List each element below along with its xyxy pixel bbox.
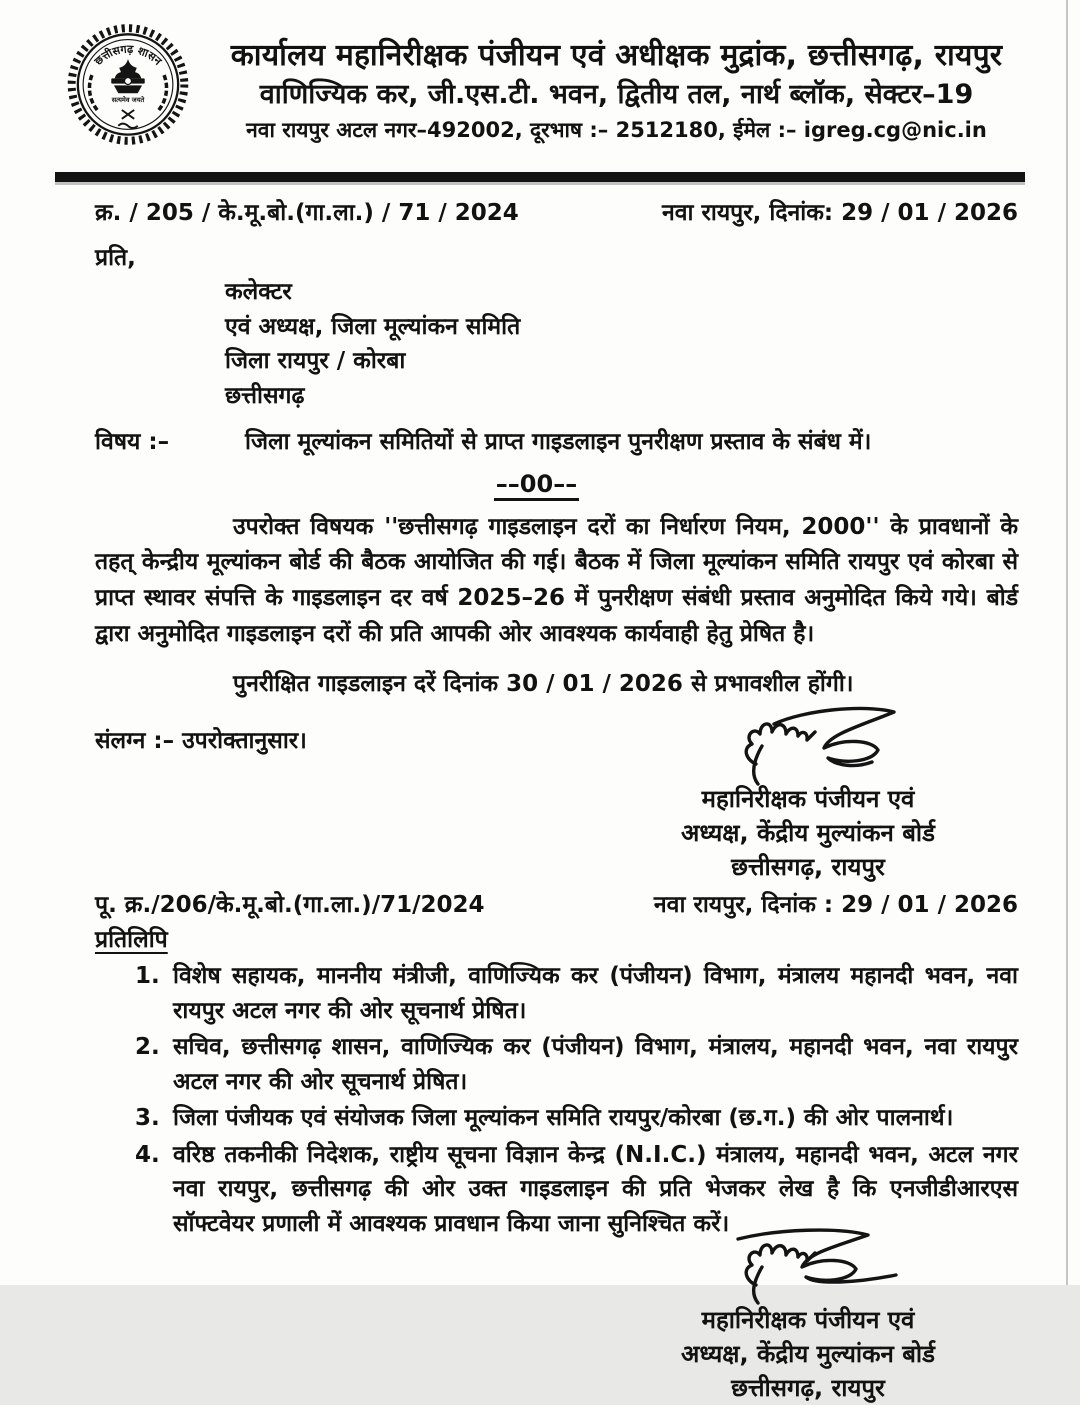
addressee-line: एवं अध्यक्ष, जिला मूल्यांकन समिति [225, 313, 521, 340]
copy-item-text [173, 1030, 1018, 1099]
paragraph-pre: उपरोक्त विषयक [233, 513, 385, 540]
office-address: वाणिज्यिक कर, जी.एस.टी. भवन, द्वितीय तल, नार्थ ब्लॉक, सेक्टर–19 [259, 79, 974, 111]
copy-item-text [173, 1101, 1018, 1136]
effective-date-line [233, 667, 1018, 702]
signatory-place: छत्तीसगढ़, रायपुर [731, 853, 885, 882]
copy-item-text [173, 959, 1018, 1028]
endorsement-row [95, 888, 1018, 923]
reference-row [95, 196, 1018, 231]
office-contact: नवा रायपुर अटल नगर–492002, दूरभाष :– 2512180, ईमेल :– igreg.cg@nic.in [246, 117, 987, 142]
endorsement-number: पू. क्र./206/के.मू.बो.(गा.ला.)/71/2024 [95, 892, 485, 919]
salutation: प्रति, [95, 244, 136, 271]
signature-block [608, 1225, 1008, 1405]
copy-item-text [173, 1138, 1018, 1242]
main-paragraph [95, 510, 1018, 654]
addressee-line: छत्तीसगढ़ [225, 382, 305, 409]
copies-heading: प्रतिलिपि [95, 926, 168, 953]
letterhead-text [208, 36, 1025, 145]
signatory-title: महानिरीक्षक पंजीयन एवं [701, 1306, 915, 1335]
addressee-block [225, 275, 1018, 413]
copy-recipient: जिला पंजीयक [173, 1105, 293, 1132]
copy-detail: राष्ट्रीय सूचना विज्ञान केन्द्र (N.I.C.) मंत्रालय, महानदी भवन, अटल नगर नवा रायपुर, छत्तीसगढ़ की ओर उक्त गाइडलाइन की प्रति भेजकर लेख है कि एनजीडीआरएस सॉफ्टवेयर प्रणाली में आवश्यक प्रावधान किया जाना सुनिश्चित करें। [173, 1141, 1018, 1237]
copy-item [135, 1101, 1018, 1136]
copy-item [135, 1030, 1018, 1099]
copy-detail: एवं संयोजक जिला मूल्यांकन समिति रायपुर/कोरबा (छ.ग.) की ओर पालनार्थ। [292, 1105, 954, 1132]
copy-item-number: 4. [135, 1141, 160, 1168]
separator-text: ––00–– [494, 470, 579, 501]
copy-item-number: 1. [135, 963, 160, 990]
copy-recipient: विशेष सहायक, [173, 963, 306, 990]
effective-post: से प्रभावशील होंगी। [682, 671, 854, 697]
svg-text:सत्यमेव जयते: सत्यमेव जयते [111, 96, 145, 105]
signatory-title: अध्यक्ष, केंद्रीय मुल्यांकन बोर्ड [681, 819, 935, 848]
rule-name-quote: ''छत्तीसगढ़ गाइडलाइन दरों का निर्धारण नियम, 2000'' [384, 513, 880, 540]
copy-recipient: वरिष्ठ तकनीकी निदेशक, [173, 1141, 381, 1168]
signatory-title: अध्यक्ष, केंद्रीय मुल्यांकन बोर्ड [681, 1340, 935, 1369]
copy-item-number: 3. [135, 1105, 160, 1132]
effective-pre: पुनरीक्षित गाइडलाइन दरें [233, 671, 444, 697]
chhattisgarh-state-seal-icon [62, 18, 194, 162]
subject-row [95, 425, 1018, 460]
section-separator [95, 466, 978, 502]
copy-detail: माननीय मंत्रीजी, वाणिज्यिक कर (पंजीयन) विभाग, मंत्रालय महानदी भवन, नवा रायपुर अटल नगर की ओर सूचनार्थ प्रेषित। [173, 963, 1018, 1024]
copy-detail: छत्तीसगढ़ शासन, वाणिज्यिक कर (पंजीयन) विभाग, मंत्रालय, महानदी भवन, नवा रायपुर अटल नगर की ओर सूचनार्थ प्रेषित। [173, 1034, 1018, 1095]
paragraph-post: के प्रावधानों के तहत् केन्द्रीय मूल्यांकन बोर्ड की बैठक आयोजित की गई। बैठक में जिला मूल्यांकन समिति रायपुर एवं कोरबा से प्राप्त स्थावर संपत्ति के गाइडलाइन दर वर्ष 2025–26 में पुनरीक्षण संबंधी प्रस्ताव अनुमोदित किये गये। बोर्ड द्वारा अनुमोदित गाइडलाइन दरों की प्रति आपकी ओर आवश्यक कार्यवाही हेतु प्रेषित है। [95, 513, 1018, 648]
handwritten-signature-icon [678, 700, 938, 788]
copy-recipient: सचिव, [173, 1034, 231, 1061]
copy-item-number: 2. [135, 1034, 160, 1061]
letter-body [0, 182, 1080, 1405]
letterhead [0, 0, 1080, 168]
office-name: कार्यालय महानिरीक्षक पंजीयन एवं अधीक्षक मुद्रांक, छत्तीसगढ़, रायपुर [230, 37, 1003, 73]
signatory-place: छत्तीसगढ़, रायपुर [731, 1374, 885, 1403]
letterhead-divider [55, 172, 1025, 182]
subject-label: विषय :– [95, 429, 170, 455]
endorsement-place-date: नवा रायपुर, दिनांक : 29 / 01 / 2026 [653, 892, 1018, 919]
signatory-title: महानिरीक्षक पंजीयन एवं [701, 785, 915, 813]
scan-edge-artifact [1066, 0, 1068, 1285]
effective-date: दिनांक 30 / 01 / 2026 [443, 671, 683, 697]
copy-item [135, 1138, 1018, 1242]
copy-item [135, 959, 1018, 1028]
subject-text: जिला मूल्यांकन समितियों से प्राप्त गाइडलाइन पुनरीक्षण प्रस्ताव के संबंध में। [245, 429, 872, 455]
place-and-date: नवा रायपुर, दिनांक: 29 / 01 / 2026 [661, 200, 1018, 226]
reference-number: क्र. / 205 / के.मू.बो.(गा.ला.) / 71 / 2024 [95, 200, 519, 226]
addressee-line: कलेक्टर [225, 279, 292, 305]
signature-block [608, 700, 1008, 884]
addressee-line: जिला रायपुर / कोरबा [225, 348, 406, 374]
enclosure-line: संलग्न :– उपरोक्तानुसार। [95, 727, 307, 754]
svg-text:छत्तीसगढ़ शासन: छत्तीसगढ़ शासन [91, 42, 165, 68]
